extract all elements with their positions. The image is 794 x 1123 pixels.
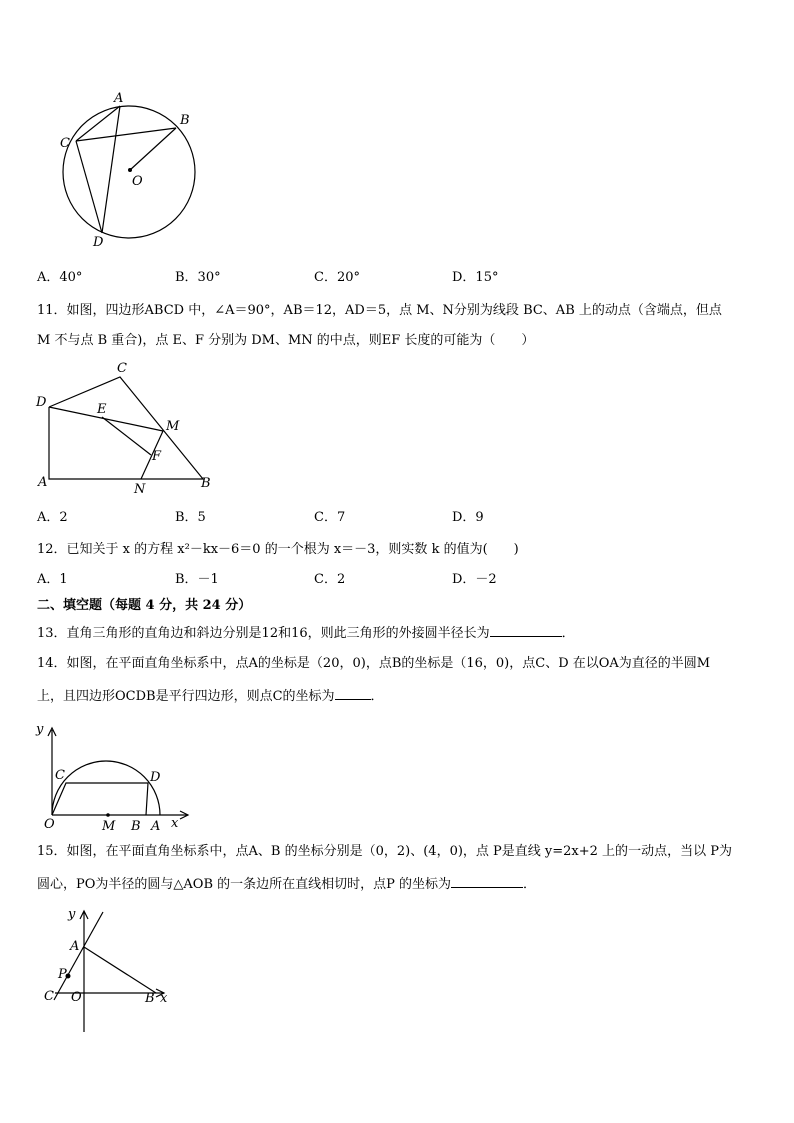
q14-label-m: M (102, 819, 116, 834)
q10-option-c: C．20° (314, 270, 360, 285)
q12-option-a: A．1 (37, 572, 68, 587)
q13-question: 13．直角三角形的直角边和斜边分别是12和16，则此三角形的外接圆半径长为 (37, 626, 490, 641)
q15-text-line1: 15．如图，在平面直角坐标系中，点A、B 的坐标分别是（0，2)、(4，0)，点 P是直线 y=2x+2 上的一动点，当以 P为 (37, 844, 732, 859)
q11-label-c: C (117, 361, 127, 376)
q11-text-line2: M 不与点 B 重合)，点 E、F 分别为 DM、MN 的中点，则EF 长度的可能为（ ） (37, 333, 535, 348)
q11-option-c: C．7 (314, 510, 346, 525)
q11-label-m: M (166, 419, 180, 434)
q15-period: ． (523, 877, 537, 892)
q15-label-a: A (70, 939, 80, 954)
q14-question-tail: 上，且四边形OCDB是平行四边形，则点C的坐标为 (37, 689, 335, 704)
q14-label-o: O (44, 817, 55, 832)
q14-label-x: x (171, 816, 179, 831)
q10-label-b: B (180, 113, 190, 128)
q10-label-a: A (114, 91, 124, 106)
q10-label-c: C (60, 136, 70, 151)
q10-option-b: B．30° (175, 270, 221, 285)
q15-label-p: P (58, 967, 67, 982)
q10-option-d: D．15° (452, 270, 499, 285)
q15-label-x: x (160, 991, 168, 1006)
q14-period: ． (370, 689, 384, 704)
q11-label-f: F (152, 449, 162, 464)
q11-label-n: N (134, 482, 146, 497)
q15-label-o: O (71, 990, 82, 1005)
q14-label-d: D (150, 770, 161, 785)
q12-option-b: B．－1 (175, 572, 219, 587)
q15-question-tail: 圆心，PO为半径的圆与△AOB 的一条边所在直线相切时，点P 的坐标为 (37, 877, 452, 892)
q12-option-c: C．2 (314, 572, 346, 587)
q11-label-b: B (201, 476, 211, 491)
q11-label-a: A (38, 475, 48, 490)
q11-option-a: A．2 (37, 510, 68, 525)
q14-label-y: y (36, 722, 44, 737)
q10-label-o: O (132, 174, 143, 189)
q14-label-a: A (151, 819, 161, 834)
q14-label-b: B (131, 819, 141, 834)
q14-label-c: C (55, 768, 65, 783)
q12-text: 12．已知关于 x 的方程 x²－kx－6＝0 的一个根为 x＝－3，则实数 k 的值为( ) (37, 542, 519, 557)
q13-period: ． (561, 626, 575, 641)
q11-label-e: E (97, 402, 107, 417)
q14-text-line1: 14．如图，在平面直角坐标系中，点A的坐标是（20，0)，点B的坐标是（16，0)，点C、D 在以OA为直径的半圆M (37, 656, 711, 671)
q15-label-y: y (68, 907, 76, 922)
q11-option-d: D．9 (452, 510, 484, 525)
q10-option-a: A．40° (37, 270, 83, 285)
q15-label-c: C (44, 989, 54, 1004)
q15-label-b: B (145, 991, 155, 1006)
q11-label-d: D (36, 395, 47, 410)
q10-label-d: D (93, 235, 104, 250)
q11-text-line1: 11．如图，四边形ABCD 中，∠A＝90°，AB＝12，AD＝5，点 M、N分别为线段 BC、AB 上的动点（含端点，但点 (37, 303, 722, 318)
q11-option-b: B．5 (175, 510, 206, 525)
section-heading-fill-blank: 二、填空题（每题 4 分，共 24 分） (37, 598, 252, 613)
q12-option-d: D．－2 (452, 572, 497, 587)
